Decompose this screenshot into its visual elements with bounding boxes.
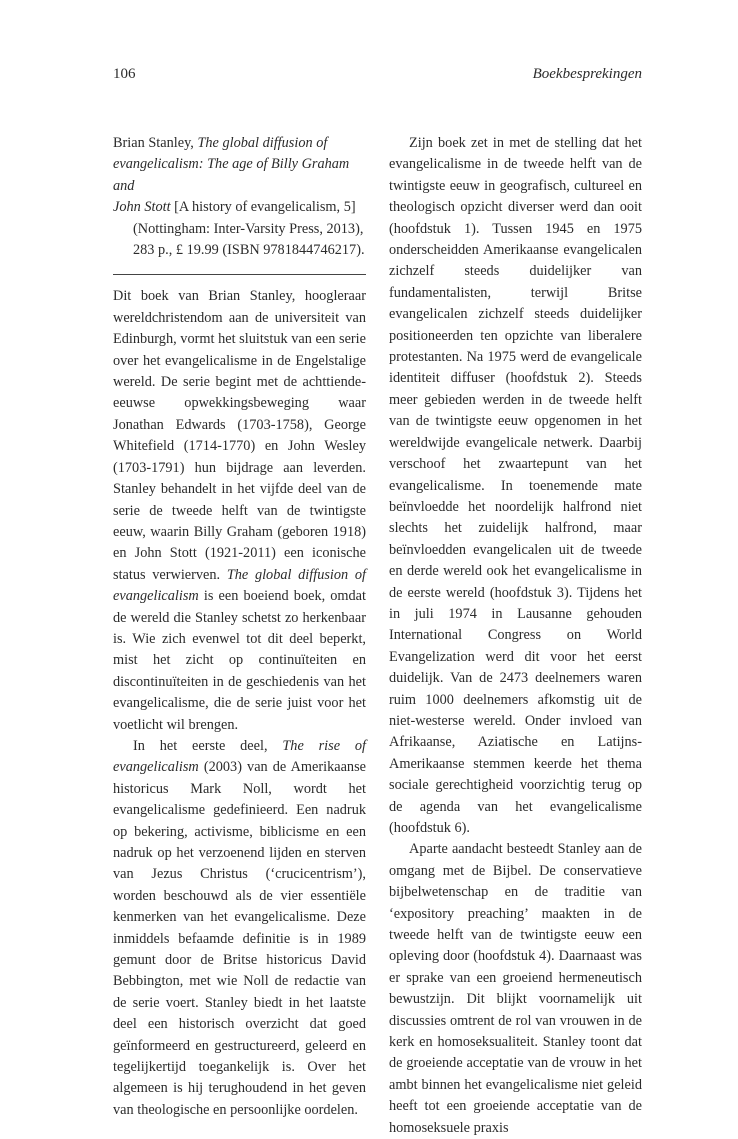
- right-column: [389, 133, 642, 1139]
- left-paragraph-2: In het eerste deel, The rise of evangelicalism (2003) van de Amerikaanse historicus Mark Noll, wordt het evangelicalisme gedefinieerd. Een nadruk op bekering, activisme, biblicisme en een nadruk op het verzoenend lijden en sterven van Jezus Christus (‘crucicentrism’), worden beschouwd als de vier essentiële kenmerken van het evangelicalisme. Deze inmiddels befaamde definitie is in 1989 gemunt door de Britse historicus David Bebbington, met wie Noll de redactie van de serie voert. Stanley biedt in het laatste deel een historisch overzicht dat goed geïnformeerd en gestructureerd, geleerd en tegelijkertijd toegankelijk is. Over het algemeen is hij terughoudend in het geven van theologische en persoonlijke oordelen.: [113, 737, 366, 1118]
- page-number: 106: [113, 66, 136, 82]
- citation-title-line1: The global diffusion of: [197, 135, 328, 151]
- book-citation: [113, 133, 366, 261]
- running-head: Boekbesprekingen: [532, 66, 642, 82]
- citation-publisher: (Nottingham: Inter-Varsity Press, 2013),: [133, 220, 364, 237]
- citation-details: 283 p., £ 19.99 (ISBN 9781844746217).: [133, 242, 365, 259]
- right-paragraph-2: Aparte aandacht besteedt Stanley aan de omgang met de Bijbel. De conservatieve bijbelwetenschap en de traditie van ‘expository preaching’ maakten in de tweede helft van de twintigste eeuw een opleving door (hoofdstuk 4). Daarnaast was er sprake van een groeiend hermeneutisch bewustzijn. Dit blijkt voornamelijk uit discussies omtrent de rol van vrouwen in de kerk en homoseksualiteit. Stanley toont dat de groeiende acceptatie van de vrouw in het ambt binnen het evangelicalisme niet geleid heeft tot een groeiende acceptatie van de homoseksuele praxis: [389, 841, 642, 1136]
- right-paragraph-1: Zijn boek zet in met de stelling dat het evangelicalisme in de tweede helft van de twintigste eeuw in geografisch, cultureel en theologisch opzicht diverser werd dan ooit (hoofdstuk 1). Tussen 1945 en 1975 onderscheidden Amerikaanse evangelicalen zichzelf steeds duidelijker van fundamentalisten, terwijl Britse evangelicalen zichzelf steeds duidelijker positioneerden ten opzichte van liberalere protestanten. Na 1975 werd de evangelicale identiteit diffuser (hoofdstuk 2). Steeds meer gebieden werden in de tweede helft van de twintigste eeuw opgenomen in het wereldwijde evangelicale netwerk. Daarbij verschoof het zwaartepunt van het evangelicalisme. In toenemende mate beïnvloedde het noordelijk halfrond niet slechts het zuidelijk halfrond, maar beïnvloedden evangelicalen uit de tweede en derde wereld ook het evangelicalisme in de eerste wereld (hoofdstuk 3). Tijdens het in juli 1974 in Lausanne gehouden International Congress on World Evangelization werd dit voor het eerst duidelijk. Van de 2473 deelnemers waren ruim 1000 deelnemers afkomstig uit de niet-westerse wereld. Onder invloed van Afrikaanse, Aziatische en Latijns-Amerikaanse stemmen keerde het thema sociale gerechtigheid voorzichtig terug op de agenda van het evangelicalisme (hoofdstuk 6).: [389, 135, 642, 836]
- citation-author: Brian Stanley,: [113, 135, 198, 151]
- left-paragraph-1: Dit boek van Brian Stanley, hoogleraar wereldchristendom aan de universiteit van Edinburgh, vormt het sluitstuk van een serie over het evangelicalisme in de Engelstalige wereld. De serie begint met de achttiende-eeuwse opwekkingsbeweging waar Jonathan Edwards (1703-1758), George Whitefield (1714-1770) en John Wesley (1703-1791) hun bijdrage aan leverden. Stanley behandelt in het vijfde deel van de serie de tweede helft van de twintigste eeuw, waarin Billy Graham (geboren 1918) en John Stott (1921-2011) een iconische status verwierven. The global diffusion of evangelicalism is een boeiend boek, omdat de wereld die Stanley schetst zo herkenbaar is. Wie zich evenwel tot dit deel beperkt, mist het zicht op continuïteiten en discontinuïteiten in de geschiedenis van het evangelicalisme, die de serie juist voor het voetlicht wil brengen.: [113, 288, 367, 733]
- citation-title-line2: evangelicalism: The age of Billy Graham and: [113, 156, 350, 194]
- left-column: [113, 133, 366, 1121]
- citation-series: [A history of evangelicalism, 5]: [170, 199, 356, 216]
- citation-divider: [113, 274, 366, 275]
- citation-title-line3: John Stott: [113, 199, 171, 216]
